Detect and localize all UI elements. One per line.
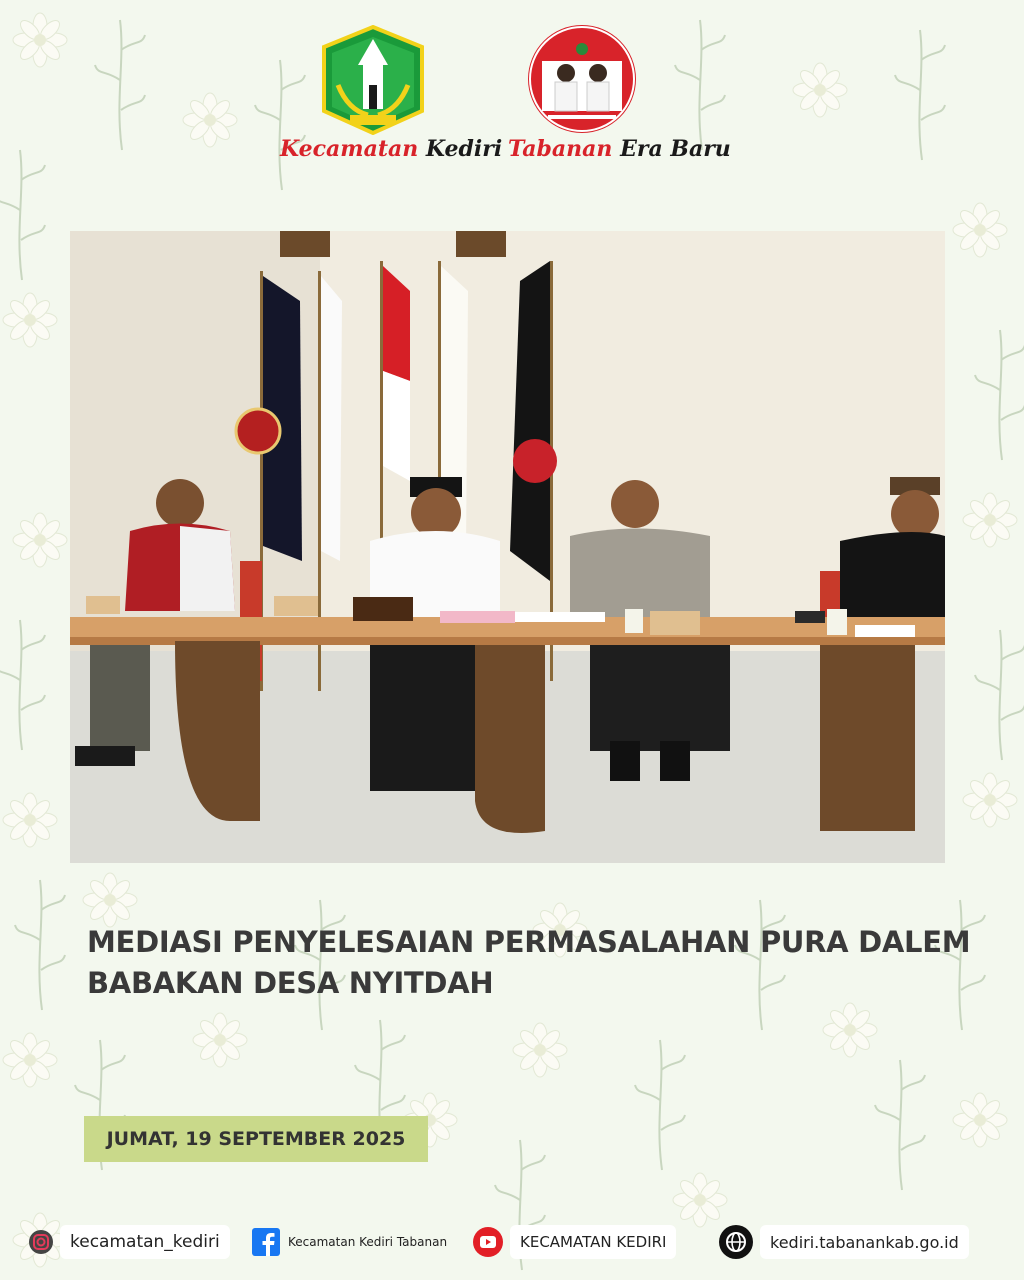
headline bbox=[87, 922, 971, 1004]
youtube-channel-name[interactable]: KECAMATAN KEDIRI bbox=[510, 1225, 676, 1259]
header bbox=[0, 0, 1024, 200]
meeting-photo bbox=[70, 231, 945, 863]
footer-instagram[interactable] bbox=[28, 1222, 230, 1262]
headline-line-1: MEDIASI PENYELESAIAN PERMASALAHAN PURA DALEM bbox=[87, 925, 971, 959]
date-badge bbox=[84, 1116, 428, 1162]
headline-line-2: BABAKAN DESA NYITDAH bbox=[87, 966, 494, 1000]
instagram-handle[interactable]: kecamatan_kediri bbox=[60, 1225, 230, 1259]
date-text: JUMAT, 19 SEPTEMBER 2025 bbox=[106, 1128, 406, 1150]
kecamatan-kediri-wordmark: Kecamatan Kediri bbox=[280, 136, 503, 162]
website-url[interactable]: kediri.tabanankab.go.id bbox=[760, 1225, 969, 1259]
footer-facebook[interactable] bbox=[252, 1222, 449, 1262]
tabanan-era-baru-logo bbox=[528, 25, 636, 133]
facebook-page-name[interactable]: Kecamatan Kediri Tabanan bbox=[288, 1235, 448, 1249]
tabanan-era-baru-wordmark: Tabanan Era Baru bbox=[508, 136, 731, 162]
kabupaten-tabanan-logo bbox=[318, 25, 428, 135]
youtube-icon bbox=[472, 1226, 504, 1258]
facebook-icon bbox=[252, 1228, 280, 1256]
footer-website[interactable] bbox=[718, 1222, 969, 1262]
globe-icon bbox=[718, 1224, 754, 1260]
instagram-icon bbox=[28, 1229, 54, 1255]
footer-youtube[interactable] bbox=[472, 1222, 676, 1262]
